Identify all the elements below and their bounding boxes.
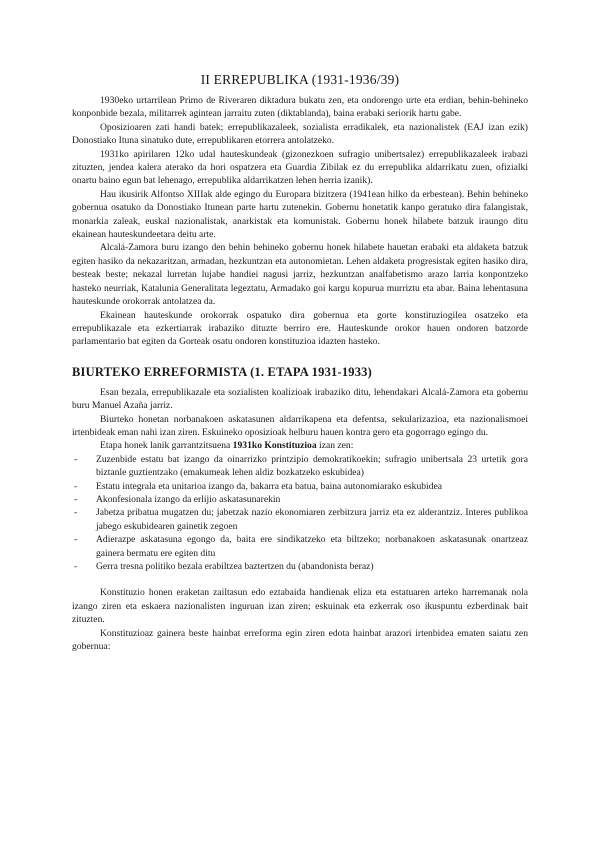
closing-paragraph: Konstituzio honen eraketan zailtasun edo eztabaida handienak eliza eta estatuaren arteko harremanak nola izango ziren eta eskaera nazionalisten inguruan izan ziren; eskuinak eta ezkerrak oso ikuspuntu ezberdinak bait zituzten. xyxy=(72,587,528,626)
intro-paragraph: Oposizioaren zati handi batek; errepublikazaleek, sozialista erradikalek, eta nazionalistek (EAJ izan ezik) Donostiako Ituna sinatuko dute, errepublikaren etorrera antolatzeko. xyxy=(72,121,528,147)
section-heading: BIURTEKO ERREFORMISTA (1. ETAPA 1931-1933) xyxy=(72,364,372,379)
section-paragraph: Esan bezala, errepublikazale eta sozialisten koalizioak irabaziko ditu, lehendakari Alcalá-Zamora eta gobernu buru Manuel Azaña jarriz. xyxy=(72,386,528,412)
intro-paragraph: Ekainean hauteskunde orokorrak ospatuko dira gobernua eta gorte konstituziogilea osatzeko eta errepublikazale eta ezkertiarrak irabaziko dituzte berriro ere. Hauteskunde orokor hauen ondoren batzorde parlamentario bat egiten da Gorteak osatu ondoren konstituzioa idazten hasteko. xyxy=(72,309,528,348)
intro-paragraph: 1930eko urtarrilean Primo de Riveraren diktadura bukatu zen, eta ondorengo urte eta erdian, behin-behineko konponbide bezala, militarrek agintean jarraitu zuten (diktablanda), baina erabaki seriorik hartu gabe. xyxy=(72,95,528,120)
closing-paragraph: Konstituzioaz gainera beste hainbat erreforma egin ziren edota hainbat arazori irtenbidea ematen saiatu zen gobernua: xyxy=(72,627,528,653)
section-paragraph: Biurteko honetan norbanakoen askatasunen aldarrikapena eta defentsa, sekularizazioa, eta nazionalismoei irtenbideak eman nahi izan ziren. Eskuineko oposizioak helburu hauen kontra gero eta gogorrago egingo du. xyxy=(72,413,528,438)
list-item: - Akonfesionala izango da erlijio askatasunarekin xyxy=(72,493,528,506)
intro-paragraph: 1931ko apirilaren 12ko udal hauteskundeak (gizonezkoen sufragio unibertsalez) errepublikazaleek irabazi zituzten, jendea kalera aterako da hori ospatzera eta Guardia Zibilak ez du errepublika aldarrikatu zuen, ofizialki onartu baino egun bat lehenago, errepublika aldarrikatzen lehen herria izanik). xyxy=(72,148,528,187)
list-item: - Estatu integrala eta unitarioa izango da, bakarra eta batua, baina autonomiarako eskubidea xyxy=(72,480,528,493)
page-title: II ERREPUBLIKA (1931-1936/39) xyxy=(200,72,400,87)
list-item: - Gerra tresna politiko bezala erabiltzea baztertzen du (abandonista beraz) xyxy=(72,560,528,573)
constitution-prefix: Etapa honek lanik garrantzitsuena xyxy=(100,440,233,452)
list-item: - Adierazpe askatasuna egongo da, baita ere sindikatzeko eta biltzeko; norbanakoen askatasunak onartzeaz gainera bermatu ere egiten ditu xyxy=(72,533,528,560)
constitution-keyword: 1931ko Konstituzioa xyxy=(232,440,317,452)
constitution-suffix: izan zen: xyxy=(316,440,354,452)
intro-paragraph: Alcalá-Zamora buru izango den behin behineko gobernu honek hilabete hauetan erabaki eta aldaketa batzuk egiten hasiko da nekazaritzan, armadan, hezkuntzan eta autonomietan. Lehen aldaketa progresistak egiten hasiko dira, besteak beste; nekazal lurretan lujabe handiei nagusi jarriz, hezkuntzan analfabetismo arazo larria konpontzeko hasteko neurriak, Katalunia Generalitata legeztatu, Armadako goi kargu kopurua murriztu eta abar. Baina lehentasuna hauteskunde orokorrak antolatzea da. xyxy=(72,242,528,308)
spacer xyxy=(72,573,528,586)
constitution-features-list xyxy=(72,453,528,574)
list-item: - Jabetza pribatua mugatzen du; jabetzak nazio ekonomiaren zerbitzura jarriz eta ez alderantziz. Interes publikoa jabego eskubidearen gainetik zegoen xyxy=(72,506,528,533)
constitution-intro xyxy=(72,439,528,452)
list-item: - Zuzenbide estatu bat izango da oinarrizko printzipio demokratikoekin; sufragio unibertsala 23 urtetik gora biztanle guztientzako (emakumeak lehen aldiz bozkatzeko eskubidea) xyxy=(72,453,528,480)
intro-paragraph: Hau ikusirik Alfontso XIIIak alde egingo du Europara bizitzera (1941ean hilko da erbestean). Behin behineko gobernua osatuko da Donostiako Itunean parte hartu zutenekin. Gobernu honetatik kanpo geratuko dira falangistak, monarkia zaleak, euskal nazionalistak, anarkistak eta komunistak. Gobernu honek hilabete batzuk iraungo ditu ekainean hauteskundeetara deitu arte. xyxy=(72,188,528,241)
